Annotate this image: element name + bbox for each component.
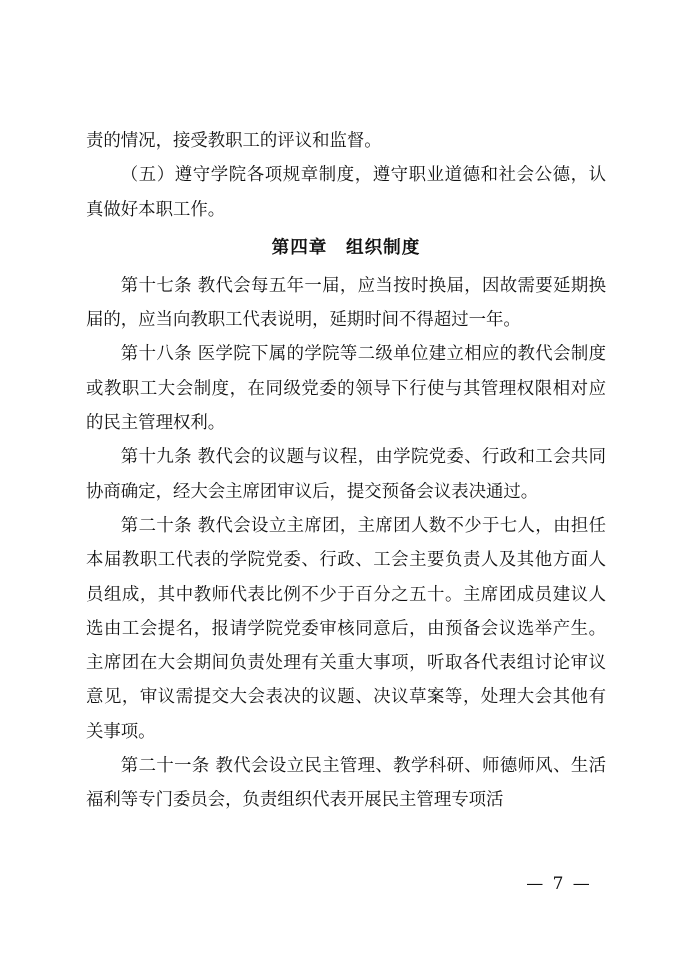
page-number: — 7 —: [526, 874, 592, 894]
article-17: 第十七条 教代会每五年一届，应当按时换届，因故需要延期换届的，应当向教职工代表说明，延期时间不得超过一年。: [86, 275, 606, 331]
continued-paragraph: 责的情况，接受教职工的评议和监督。: [86, 131, 382, 151]
article-19: 第十九条 教代会的议题与议程，由学院党委、行政和工会共同协商确定，经大会主席团审议后，提交预备会议表决通过。: [86, 447, 606, 502]
article-18: 第十八条 医学院下属的学院等二级单位建立相应的教代会制度或教职工大会制度，在同级党委的领导下行使与其管理权限相对应的民主管理权利。: [86, 344, 606, 434]
chapter-title: 第四章 组织制度: [271, 237, 421, 258]
article-20: 第二十条 教代会设立主席团，主席团人数不少于七人，由担任本届教职工代表的学院党委、行政、工会主要负责人及其他方面人员组成，其中教师代表比例不少于百分之五十。主席团成员建议人选由工会提名，报请学院党委审核同意后，由预备会议选举产生。主席团在大会期间负责处理有关重大事项，听取各代表组讨论审议意见，审议需提交大会表决的议题、决议草案等，处理大会其他有关事项。: [86, 515, 606, 742]
article-21: 第二十一条 教代会设立民主管理、教学科研、师德师风、生活福利等专门委员会，负责组织代表开展民主管理专项活: [86, 756, 606, 811]
item-five-paragraph: （五）遵守学院各项规章制度，遵守职业道德和社会公德，认真做好本职工作。: [86, 165, 606, 220]
document-body: [86, 124, 606, 818]
